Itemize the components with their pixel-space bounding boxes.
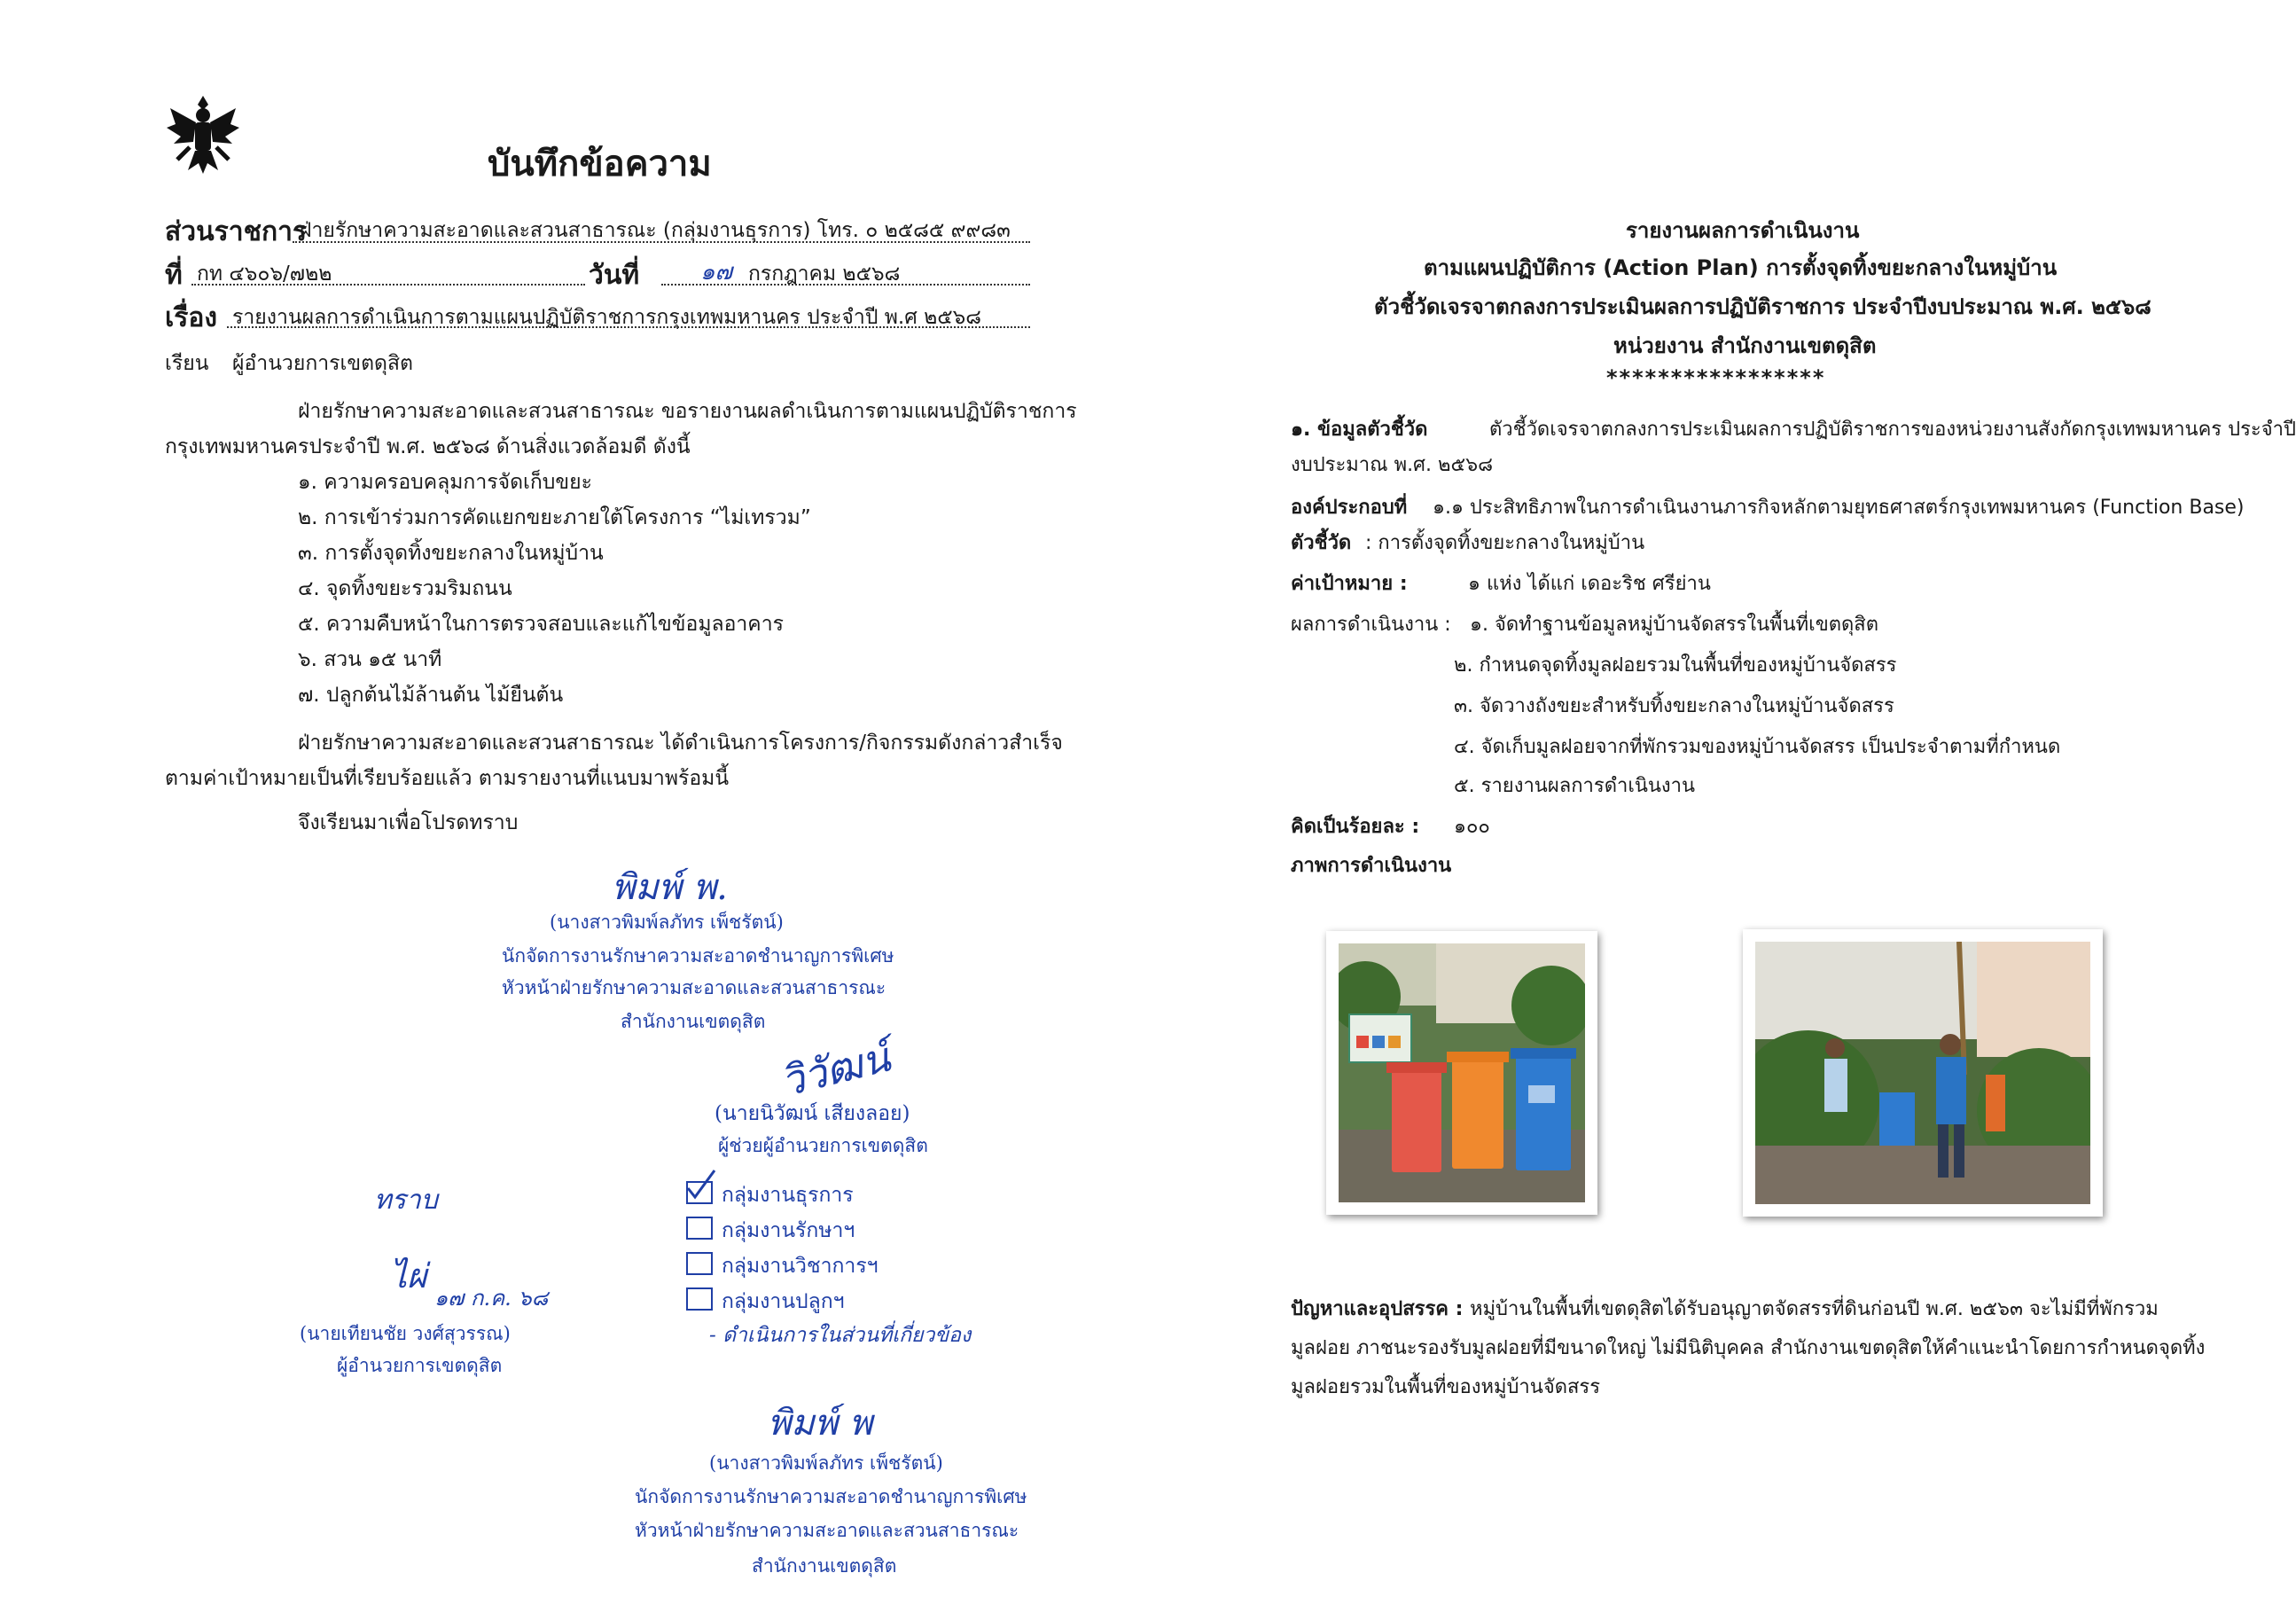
list-item: ๖. สวน ๑๕ นาที <box>298 648 442 671</box>
checklist-item: กลุ่มงานธุรการ <box>722 1184 854 1207</box>
report-heading-4: หน่วยงาน สำนักงานเขตดุสิต <box>1613 333 1877 358</box>
subject-value: รายงานผลการดำเนินการตามแผนปฏิบัติราชการกรุงเทพมหานคร ประจำปี พ.ศ ๒๕๖๘ <box>232 306 982 329</box>
s1-label: ๑. ข้อมูลตัวชี้วัด <box>1291 419 1428 441</box>
target-label: ค่าเป้าหมาย : <box>1291 573 1408 595</box>
list-item: ๓. การตั้งจุดทิ้งขยะกลางในหมู่บ้าน <box>298 542 604 565</box>
list-item: ๔. จุดทิ้งขยะรวมริมถนน <box>298 577 512 600</box>
sig3-position: นักจัดการงานรักษาความสะอาดชำนาญการพิเศษ <box>635 1486 1027 1507</box>
date-underline <box>661 284 1030 286</box>
sig1-name: (นางสาวพิมพ์ลภัทร เพ็ชรัตน์) <box>550 912 784 933</box>
action-note: - ดำเนินการในส่วนที่เกี่ยวข้อง <box>709 1324 972 1347</box>
garuda-emblem <box>163 89 243 177</box>
to-value: ผู้อำนวยการเขตดุสิต <box>232 352 413 375</box>
date-day: ๑๗ <box>700 259 733 286</box>
sig3-name: (นางสาวพิมพ์ลภัทร เพ็ชรัตน์) <box>709 1452 943 1474</box>
checklist-item: กลุ่มงานวิชาการฯ <box>722 1255 879 1278</box>
site-visit-image <box>1755 942 2090 1204</box>
para2-line2: ตามค่าเป้าหมายเป็นที่เรียบร้อยแล้ว ตามรายงานที่แนบมาพร้อมนี้ <box>165 767 730 790</box>
ack-note: ทราบ <box>374 1185 438 1216</box>
result-item: ๓. จัดวางถังขยะสำหรับทิ้งขยะกลางในหมู่บ้านจัดสรร <box>1454 695 1894 717</box>
checklist-item: กลุ่มงานปลูกฯ <box>722 1290 845 1313</box>
checkbox <box>686 1217 713 1240</box>
indicator-label: ตัวชี้วัด <box>1291 532 1352 554</box>
percent-label: คิดเป็นร้อยละ : <box>1291 816 1420 838</box>
component-text: ๑.๑ ประสิทธิภาพในการดำเนินงานภารกิจหลักตามยุทธศาสตร์กรุงเทพมหานคร (Function Base) <box>1433 497 2245 519</box>
results-label: ผลการดำเนินงาน : <box>1291 614 1451 636</box>
para1-line2: กรุงเทพมหานครประจำปี พ.ศ. ๒๕๖๘ ด้านสิ่งแวดล้อมดี ดังนี้ <box>165 435 691 458</box>
director-name: (นายเทียนชัย วงศ์สุวรรณ) <box>300 1323 511 1344</box>
problem-line-2: มูลฝอย ภาชนะรองรับมูลฝอยที่มีขนาดใหญ่ ไม่มีนิติบุคคล สำนักงานเขตดุสิตให้คำแนะนำโดยการกำหนดจุดทิ้ง <box>1291 1337 2206 1359</box>
photo-waste-bins <box>1326 931 1597 1215</box>
ref-underline <box>191 284 585 286</box>
ref-value: กท ๔๖๐๖/๗๒๒ <box>197 262 332 286</box>
date-label: วันที่ <box>589 260 640 291</box>
para1-line1: ฝ่ายรักษาความสะอาดและสวนสาธารณะ ขอรายงานผลดำเนินการตามแผนปฏิบัติราชการ <box>298 400 1077 423</box>
result-item: ๕. รายงานผลการดำเนินงาน <box>1454 775 1696 797</box>
director-signature: ไผ่ <box>390 1256 427 1295</box>
sig1-office: สำนักงานเขตดุสิต <box>621 1011 766 1032</box>
dept-value: ฝ่ายรักษาความสะอาดและสวนสาธารณะ (กลุ่มงานธุรการ) โทร. ๐ ๒๕๘๕ ๙๙๘๓ <box>300 219 1011 242</box>
list-item: ๑. ความครอบคลุมการจัดเก็บขยะ <box>298 471 592 494</box>
sig2-name: (นายนิวัฒน์ เสียงลอย) <box>715 1102 910 1125</box>
s1-text: ตัวชี้วัดเจรจาตกลงการประเมินผลการปฏิบัติราชการของหน่วยงานสังกัดกรุงเทพมหานคร ประจำปี <box>1489 419 2296 441</box>
date-value: กรกฎาคม ๒๕๖๘ <box>748 262 901 286</box>
dept-label: ส่วนราชการ <box>165 216 308 247</box>
report-heading-2: ตามแผนปฏิบัติการ (Action Plan) การตั้งจุดทิ้งขยะกลางในหมู่บ้าน <box>1424 255 2058 280</box>
list-item: ๕. ความคืบหน้าในการตรวจสอบและแก้ไขข้อมูลอาคาร <box>298 613 784 636</box>
ref-label: ที่ <box>165 260 183 291</box>
report-heading-1: รายงานผลการดำเนินงาน <box>1626 218 1860 243</box>
problem-line-1: หมู่บ้านในพื้นที่เขตดุสิตได้รับอนุญาตจัดสรรที่ดินก่อนปี พ.ศ. ๒๕๖๓ จะไม่มีที่พักรวม <box>1470 1298 2159 1320</box>
list-item: ๒. การเข้าร่วมการคัดแยกขยะภายใต้โครงการ “ไม่เทรวม” <box>298 506 811 529</box>
waste-bins-image <box>1339 943 1585 1202</box>
director-position: ผู้อำนวยการเขตดุสิต <box>337 1355 503 1376</box>
report-stars: ***************** <box>1606 365 1826 390</box>
checkbox <box>686 1287 713 1311</box>
closing-text: จึงเรียนมาเพื่อโปรดทราบ <box>298 811 519 834</box>
problem-label: ปัญหาและอุปสรรค : <box>1291 1298 1464 1320</box>
dept-underline <box>293 241 1030 243</box>
check-mark-icon <box>683 1167 718 1202</box>
target-text: ๑ แห่ง ได้แก่ เดอะริช ศรีย่าน <box>1468 573 1711 595</box>
sig1-position: นักจัดการงานรักษาความสะอาดชำนาญการพิเศษ <box>502 945 894 967</box>
subject-label: เรื่อง <box>165 302 218 333</box>
result-item: ๔. จัดเก็บมูลฝอยจากที่พักรวมของหมู่บ้านจัดสรร เป็นประจำตามที่กำหนด <box>1454 736 2061 758</box>
signature-1: พิมพ์ พ. <box>612 867 728 908</box>
signature-3: พิมพ์ พ <box>768 1403 873 1444</box>
sig2-position: ผู้ช่วยผู้อำนวยการเขตดุสิต <box>718 1135 928 1156</box>
checklist-item: กลุ่มงานรักษาฯ <box>722 1219 855 1242</box>
signature-2: วิวัฒน์ <box>776 1032 895 1107</box>
s1-text-2: งบประมาณ พ.ศ. ๒๕๖๘ <box>1291 454 1494 476</box>
subject-underline <box>227 326 1030 328</box>
report-heading-3: ตัวชี้วัดเจรจาตกลงการประเมินผลการปฏิบัติราชการ ประจำปีงบประมาณ พ.ศ. ๒๕๖๘ <box>1374 294 2152 319</box>
component-label: องค์ประกอบที่ <box>1291 497 1408 519</box>
para2-line1: ฝ่ายรักษาความสะอาดและสวนสาธารณะ ได้ดำเนินการโครงการ/กิจกรรมดังกล่าวสำเร็จ <box>298 732 1063 755</box>
checkbox <box>686 1252 713 1275</box>
result-item: ๑. จัดทำฐานข้อมูลหมู่บ้านจัดสรรในพื้นที่เขตดุสิต <box>1470 614 1879 636</box>
sig1-position: หัวหน้าฝ่ายรักษาความสะอาดและสวนสาธารณะ <box>502 977 886 998</box>
indicator-text: : การตั้งจุดทิ้งขยะกลางในหมู่บ้าน <box>1365 532 1645 554</box>
sig3-position: หัวหน้าฝ่ายรักษาความสะอาดและสวนสาธารณะ <box>635 1520 1019 1541</box>
sig3-office: สำนักงานเขตดุสิต <box>752 1555 897 1577</box>
photo-site-visit <box>1743 929 2103 1217</box>
photos-label: ภาพการดำเนินงาน <box>1291 855 1452 877</box>
to-label: เรียน <box>165 352 209 375</box>
director-date: ๑๗ ก.ค. ๖๘ <box>434 1286 549 1311</box>
memo-title: บันทึกข้อความ <box>488 144 712 184</box>
result-item: ๒. กำหนดจุดทิ้งมูลฝอยรวมในพื้นที่ของหมู่บ้านจัดสรร <box>1454 654 1897 677</box>
problem-line-3: มูลฝอยรวมในพื้นที่ของหมู่บ้านจัดสรร <box>1291 1376 1601 1398</box>
list-item: ๗. ปลูกต้นไม้ล้านต้น ไม้ยืนต้น <box>298 684 564 707</box>
percent-value: ๑๐๐ <box>1454 816 1490 838</box>
